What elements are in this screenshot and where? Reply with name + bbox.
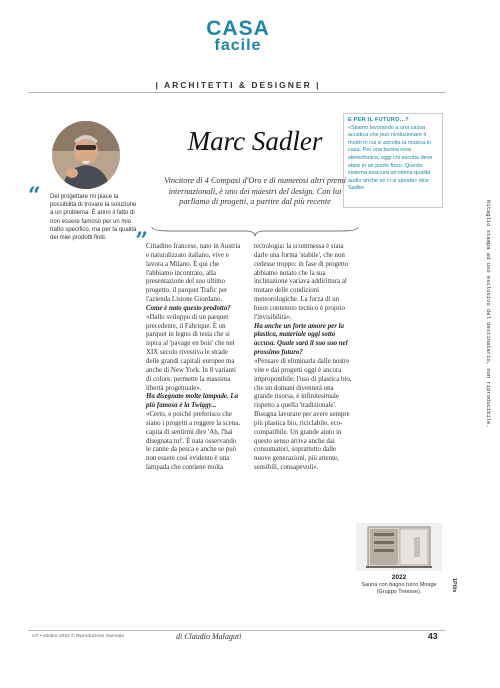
magazine-logo [0, 17, 476, 54]
article-paragraph: Cittadino francese, nato in Austria e naturalizzato italiano, vive e lavora a Milano. È qui che l'abbiamo incontrato, alla presentazione del suo ultimo progetto, il parquet Trafic per l'azienda Listone Giordano. [146, 243, 241, 304]
product-year: 2022 [391, 574, 407, 581]
side-quote [28, 183, 148, 255]
sauna-product-image [356, 523, 442, 571]
article-paragraph: «Certo, e poiché preferisco che siano i progetti a reggere la scena, capita di sentirmi dire 'Ah, l'hai disegnata tu!'. È nata osservando le canne da pesca e anche se può non essere così evidente è una lampada che contiene molta [146, 411, 240, 472]
future-box-text: «Stiamo lavorando a una cassa acustica che può rivoluzionare il modo in cui si ascolta la musica in casa. Per una buona resa stereofonica, oggi chi ascolta deve stare in un punto fisso. Questo sistema assicura un'ottima qualità audio anche se ci si sposta» dice Sadler. [348, 124, 433, 192]
article-paragraph: «Dallo sviluppo di un parquet precedente, il Fabrique. È un parquet in legno di testa che si ispira al 'pavage en bois' che nel XIX secolo rivestiva le strade delle grandi capitali europee ma anche di New York. In 8 varianti di colore, permette la massima libertà progettuale». [146, 313, 236, 392]
quote-close-icon: ” [135, 228, 148, 255]
footer-rule [28, 630, 446, 631]
section-label: | ARCHITETTI & DESIGNER | [155, 80, 321, 90]
logo-line-1: CASA [206, 17, 270, 40]
article-column-1 [146, 243, 242, 473]
article-title: Marc Sadler [187, 126, 323, 156]
edge-notice [487, 200, 497, 580]
page-number: 43 [428, 631, 438, 641]
article-column-2 [254, 243, 354, 473]
interview-question: Ha disegnato molte lampade. La più famosa è la Twiggy... [146, 393, 239, 410]
edge-tag [452, 578, 462, 618]
edge-tag-text: 1Pilis [451, 578, 457, 593]
byline: di Claudio Malaguti [176, 632, 242, 641]
article-paragraph: tecnologia: la scommessa è stata darle una forma 'stabile', che non cedesse troppo: in fase di progetto abbiamo notato che la sua inclinazione variava addirittura al mutare delle condizioni meteorologiche. La forza di un buon contenuto tecnico è proprio l'invisibilità». [254, 243, 349, 321]
interview-question: Come è nato questo prodotto? [146, 304, 231, 312]
header-rule [28, 92, 446, 93]
article-intro: Vincitore di 4 Compasi d'Oro e di numerosi altri premi internazionali, è uno dei maestri del design. Con lui parliamo di progetti, a partire dal più recente [164, 176, 346, 207]
quote-open-icon: “ [28, 183, 41, 209]
future-box-title: E PER IL FUTURO...? [348, 117, 409, 123]
edge-notice-text: Ritaglio stampa ad uso esclusivo del destinatario, non riproducibile. [485, 200, 492, 428]
footer-issue: CF • ottobre 2022 © Riproduzione riservata [32, 634, 124, 639]
portrait-image [52, 121, 120, 189]
logo-line-2: facile [214, 37, 262, 54]
interview-question: Ha anche un forte amore per la plastica, materiale oggi sotto accusa. Quale sarà il suo uso nel prossimo futuro? [254, 322, 348, 357]
product-caption: Sauna con bagno turco Mirage (Gruppo Treesse). [361, 582, 437, 595]
brace-icon [150, 225, 360, 237]
article-paragraph: «Pensare di eliminarla dalle nostre vite e dai progetti oggi è ancora improponibile; l'uso di plastica bio, che un domani diventerà una grande risorsa, è infinitesimale rispetto a quella 'tradizionale'. Bisogna lavorare per avere sempre più plastica bio, riciclabile, eco-compatibile. Un grande aiuto in questo senso arriva anche dai consumatori, soprattutto dalle nuove generazioni, più attente, sensibili, consapevoli». [254, 357, 352, 472]
side-quote-text: Del progettare mi piace la possibilità di trovare la soluzione a un problema. È anno il fatto di non essere famoso per un mio tratto specifico, ma per la qualità dei miei prodotti finiti. [50, 194, 137, 242]
author-portrait [52, 121, 120, 189]
